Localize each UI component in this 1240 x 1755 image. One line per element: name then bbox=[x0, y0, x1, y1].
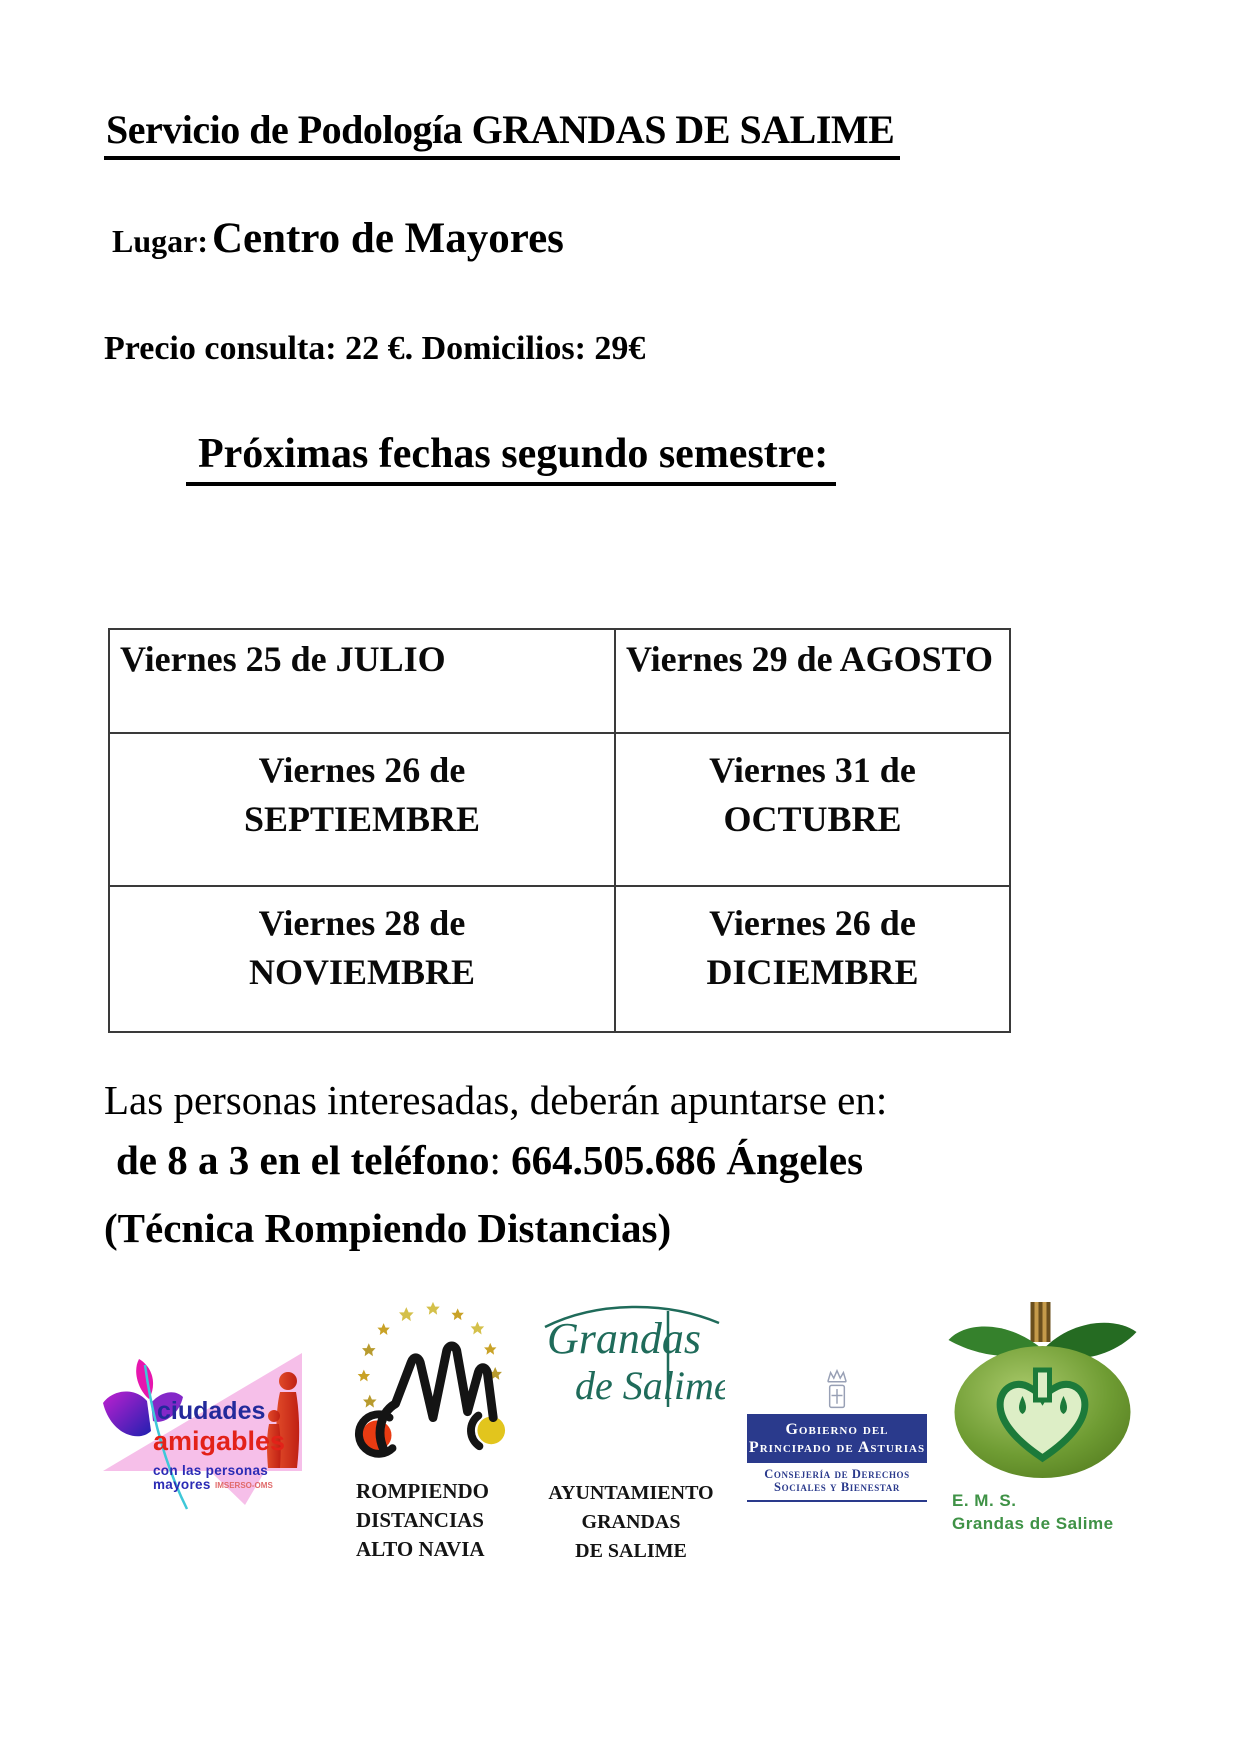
rmd-caption: ROMPIENDO DISTANCIAS ALTO NAVIA bbox=[356, 1479, 489, 1561]
table-cell-august: Viernes 29 de AGOSTO bbox=[615, 629, 1010, 733]
ayuntamiento-caption: AYUNTAMIENTO GRANDAS DE SALIME bbox=[548, 1482, 714, 1562]
amigables-word: amigables bbox=[153, 1426, 286, 1456]
logo-ayuntamiento-grandas bbox=[537, 1297, 725, 1569]
location-value: Centro de Mayores bbox=[212, 215, 564, 262]
asturias-dept: Consejería de Derechos Sociales y Bienestar bbox=[764, 1467, 910, 1494]
table-cell-july: Viernes 25 de JULIO bbox=[109, 629, 615, 733]
ciudades-word: ciudades bbox=[157, 1397, 266, 1425]
contact-phone-line: de 8 a 3 en el teléfono: 664.505.686 Ángeles bbox=[116, 1137, 864, 1183]
logo-ciudades-amigables bbox=[95, 1343, 310, 1511]
rmd-graphic bbox=[352, 1300, 510, 1465]
page-title: Servicio de Podología GRANDAS DE SALIME bbox=[104, 106, 900, 160]
table-cell-november: Viernes 28 de NOVIEMBRE bbox=[109, 886, 615, 1032]
apple-stem bbox=[1031, 1302, 1051, 1342]
table-cell-december: Viernes 26 de DICIEMBRE bbox=[615, 886, 1010, 1032]
schedule-heading: Próximas fechas segundo semestre: bbox=[186, 430, 836, 486]
logo-principado-asturias bbox=[747, 1368, 927, 1502]
schedule-table bbox=[108, 628, 1011, 1033]
grandas-script-line1: Grandas bbox=[547, 1314, 702, 1363]
location-line bbox=[112, 214, 564, 263]
contact-technician: (Técnica Rompiendo Distancias) bbox=[104, 1205, 672, 1251]
imserso-oms-label: IMSERSO-OMS bbox=[215, 1481, 273, 1490]
asturias-gov-box: Gobierno del Principado de Asturias bbox=[747, 1414, 927, 1463]
price-line: Precio consulta: 22 €. Domicilios: 29€ bbox=[104, 330, 646, 367]
table-cell-october: Viernes 31 de OCTUBRE bbox=[615, 733, 1010, 886]
heart-notch bbox=[1036, 1370, 1050, 1400]
table-cell-september: Viernes 26 de SEPTIEMBRE bbox=[109, 733, 615, 886]
apple-heart-icon bbox=[940, 1300, 1145, 1480]
location-label: Lugar: bbox=[112, 223, 208, 259]
table-row bbox=[109, 733, 1010, 886]
contact-hours: de 8 a 3 en el teléfono bbox=[116, 1137, 490, 1183]
asturias-rule bbox=[747, 1500, 927, 1502]
table-row bbox=[109, 886, 1010, 1032]
grandas-script-graphic bbox=[537, 1297, 725, 1412]
contact-phone-number: 664.505.686 Ángeles bbox=[511, 1137, 864, 1183]
logo-rompiendo-distancias bbox=[352, 1300, 510, 1564]
logo-ems-grandas bbox=[940, 1300, 1145, 1535]
contact-intro: Las personas interesadas, deberán apuntarse en: bbox=[104, 1077, 888, 1123]
table-row bbox=[109, 629, 1010, 733]
ems-caption: E. M. S. Grandas de Salime bbox=[952, 1491, 1114, 1533]
crown-cross-icon bbox=[817, 1368, 857, 1412]
zigzag-icon bbox=[359, 1346, 505, 1454]
ciudades-tagline: con las personas mayores bbox=[153, 1463, 269, 1492]
grandas-script-line2: de Salime bbox=[575, 1363, 725, 1408]
